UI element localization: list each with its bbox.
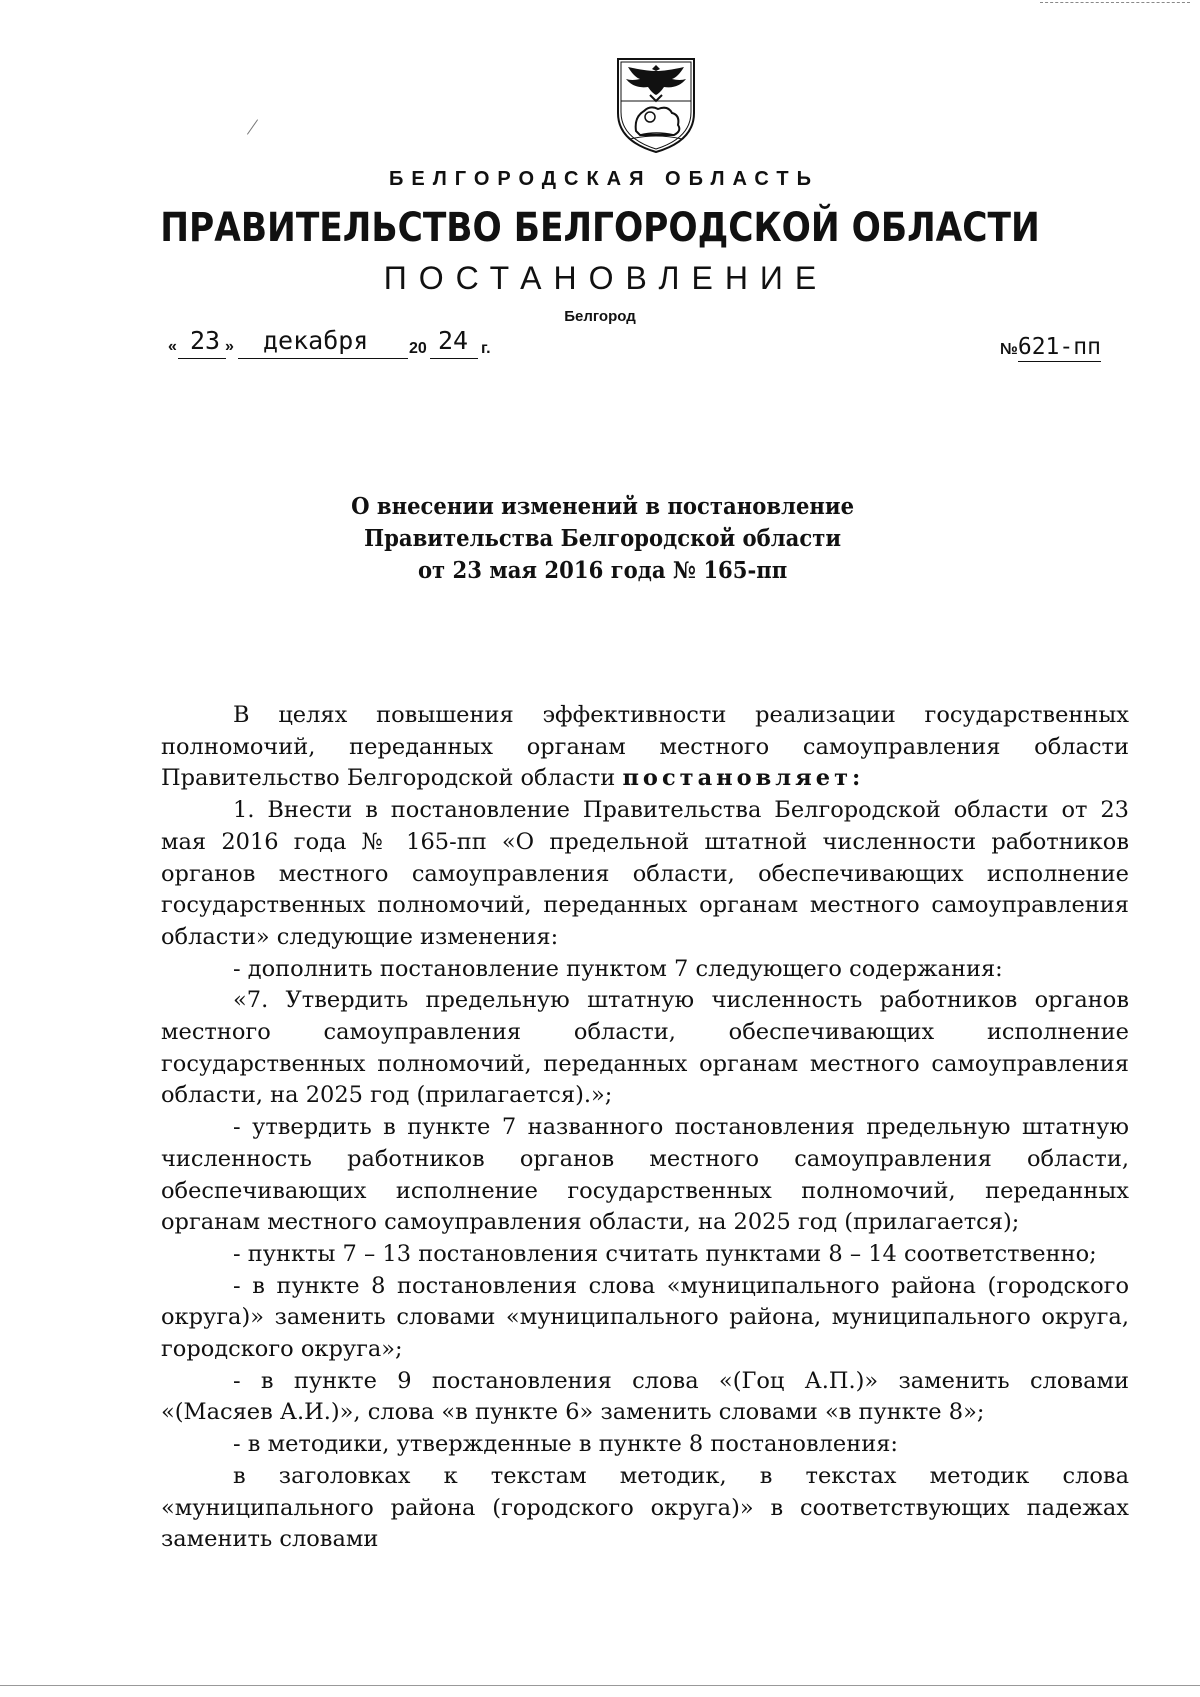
- body-paragraph: - пункты 7 – 13 постановления считать пунктами 8 – 14 соответственно;: [233, 1240, 1097, 1267]
- resolves-word: постановляет:: [622, 765, 865, 792]
- region-name: БЕЛГОРОДСКАЯ ОБЛАСТЬ: [389, 168, 819, 190]
- intro-text: В целях повышения эффективности реализации государственных полномочий, переданных органам местного самоуправления области Правительство Белгородской области: [161, 702, 1129, 792]
- number-prefix: №: [1000, 341, 1018, 358]
- body-paragraph: 1. Внести в постановление Правительства Белгородской области от 23 мая 2016 года № 165-пп «О предельной штатной численности работников органов местного самоуправления области, обеспечивающих исполнение государственных полномочий, переданных органам местного самоуправления области» следующие изменения:: [161, 797, 1129, 950]
- body-paragraph: - в методики, утвержденные в пункте 8 постановления:: [233, 1431, 898, 1458]
- document-subject: [0, 491, 1200, 587]
- date-year-suffix: г.: [481, 340, 491, 357]
- city-name: Белгород: [564, 308, 636, 325]
- scan-edge-line: [1040, 2, 1190, 3]
- scan-edge-line: [0, 1685, 1200, 1686]
- number-value: 621-пп: [1017, 334, 1101, 360]
- date-year: 24: [438, 326, 469, 355]
- subject-line: О внесении изменений в постановление: [351, 493, 855, 520]
- document-type: ПОСТАНОВЛЕНИЕ: [383, 260, 829, 296]
- date-day: 23: [190, 326, 221, 355]
- date-close-quote: »: [225, 338, 234, 355]
- year-underline: [430, 358, 478, 359]
- document-number: [1000, 334, 1101, 360]
- subject-line: от 23 мая 2016 года № 165-пп: [417, 557, 788, 584]
- date-open-quote: «: [168, 338, 177, 355]
- date-century: 20: [409, 340, 427, 357]
- body-paragraph: в заголовках к текстам методик, в текстах методик слова «муниципального района (городского округа)» в соответствующих падежах заменить словами: [161, 1462, 1129, 1553]
- body-paragraph: - дополнить постановление пунктом 7 следующего содержания:: [233, 955, 1003, 982]
- body-paragraph: «7. Утвердить предельную штатную численность работников органов местного самоуправления области, обеспечивающих исполнение государственных полномочий, переданных органам местного самоуправления области, на 2025 год (прилагается).»;: [161, 987, 1129, 1109]
- date-month: декабря: [263, 326, 369, 355]
- pen-mark: [247, 119, 258, 134]
- month-underline: [238, 358, 408, 359]
- body-paragraph: - в пункте 9 постановления слова «(Гоц А.П.)» заменить словами «(Масяев А.И.)», слова «в пункте 6» заменить словами «в пункте 8»;: [161, 1367, 1129, 1426]
- body-paragraph: - утвердить в пункте 7 названного постановления предельную штатную численность работников органов местного самоуправления области, обеспечивающих исполнение государственных полномочий, переданных органам местного самоуправления области, на 2025 год (прилагается);: [161, 1114, 1129, 1236]
- day-underline: [178, 358, 226, 359]
- body-paragraph: [161, 700, 1129, 795]
- coat-of-arms-icon: [610, 55, 702, 155]
- government-name: ПРАВИТЕЛЬСТВО БЕЛГОРОДСКОЙ ОБЛАСТИ: [160, 205, 1040, 251]
- body-paragraph: - в пункте 8 постановления слова «муниципального района (городского округа)» заменить словами «муниципального района, муниципального округа, городского округа»;: [161, 1272, 1129, 1363]
- document-body: [161, 700, 1129, 1556]
- subject-line: Правительства Белгородской области: [364, 525, 842, 552]
